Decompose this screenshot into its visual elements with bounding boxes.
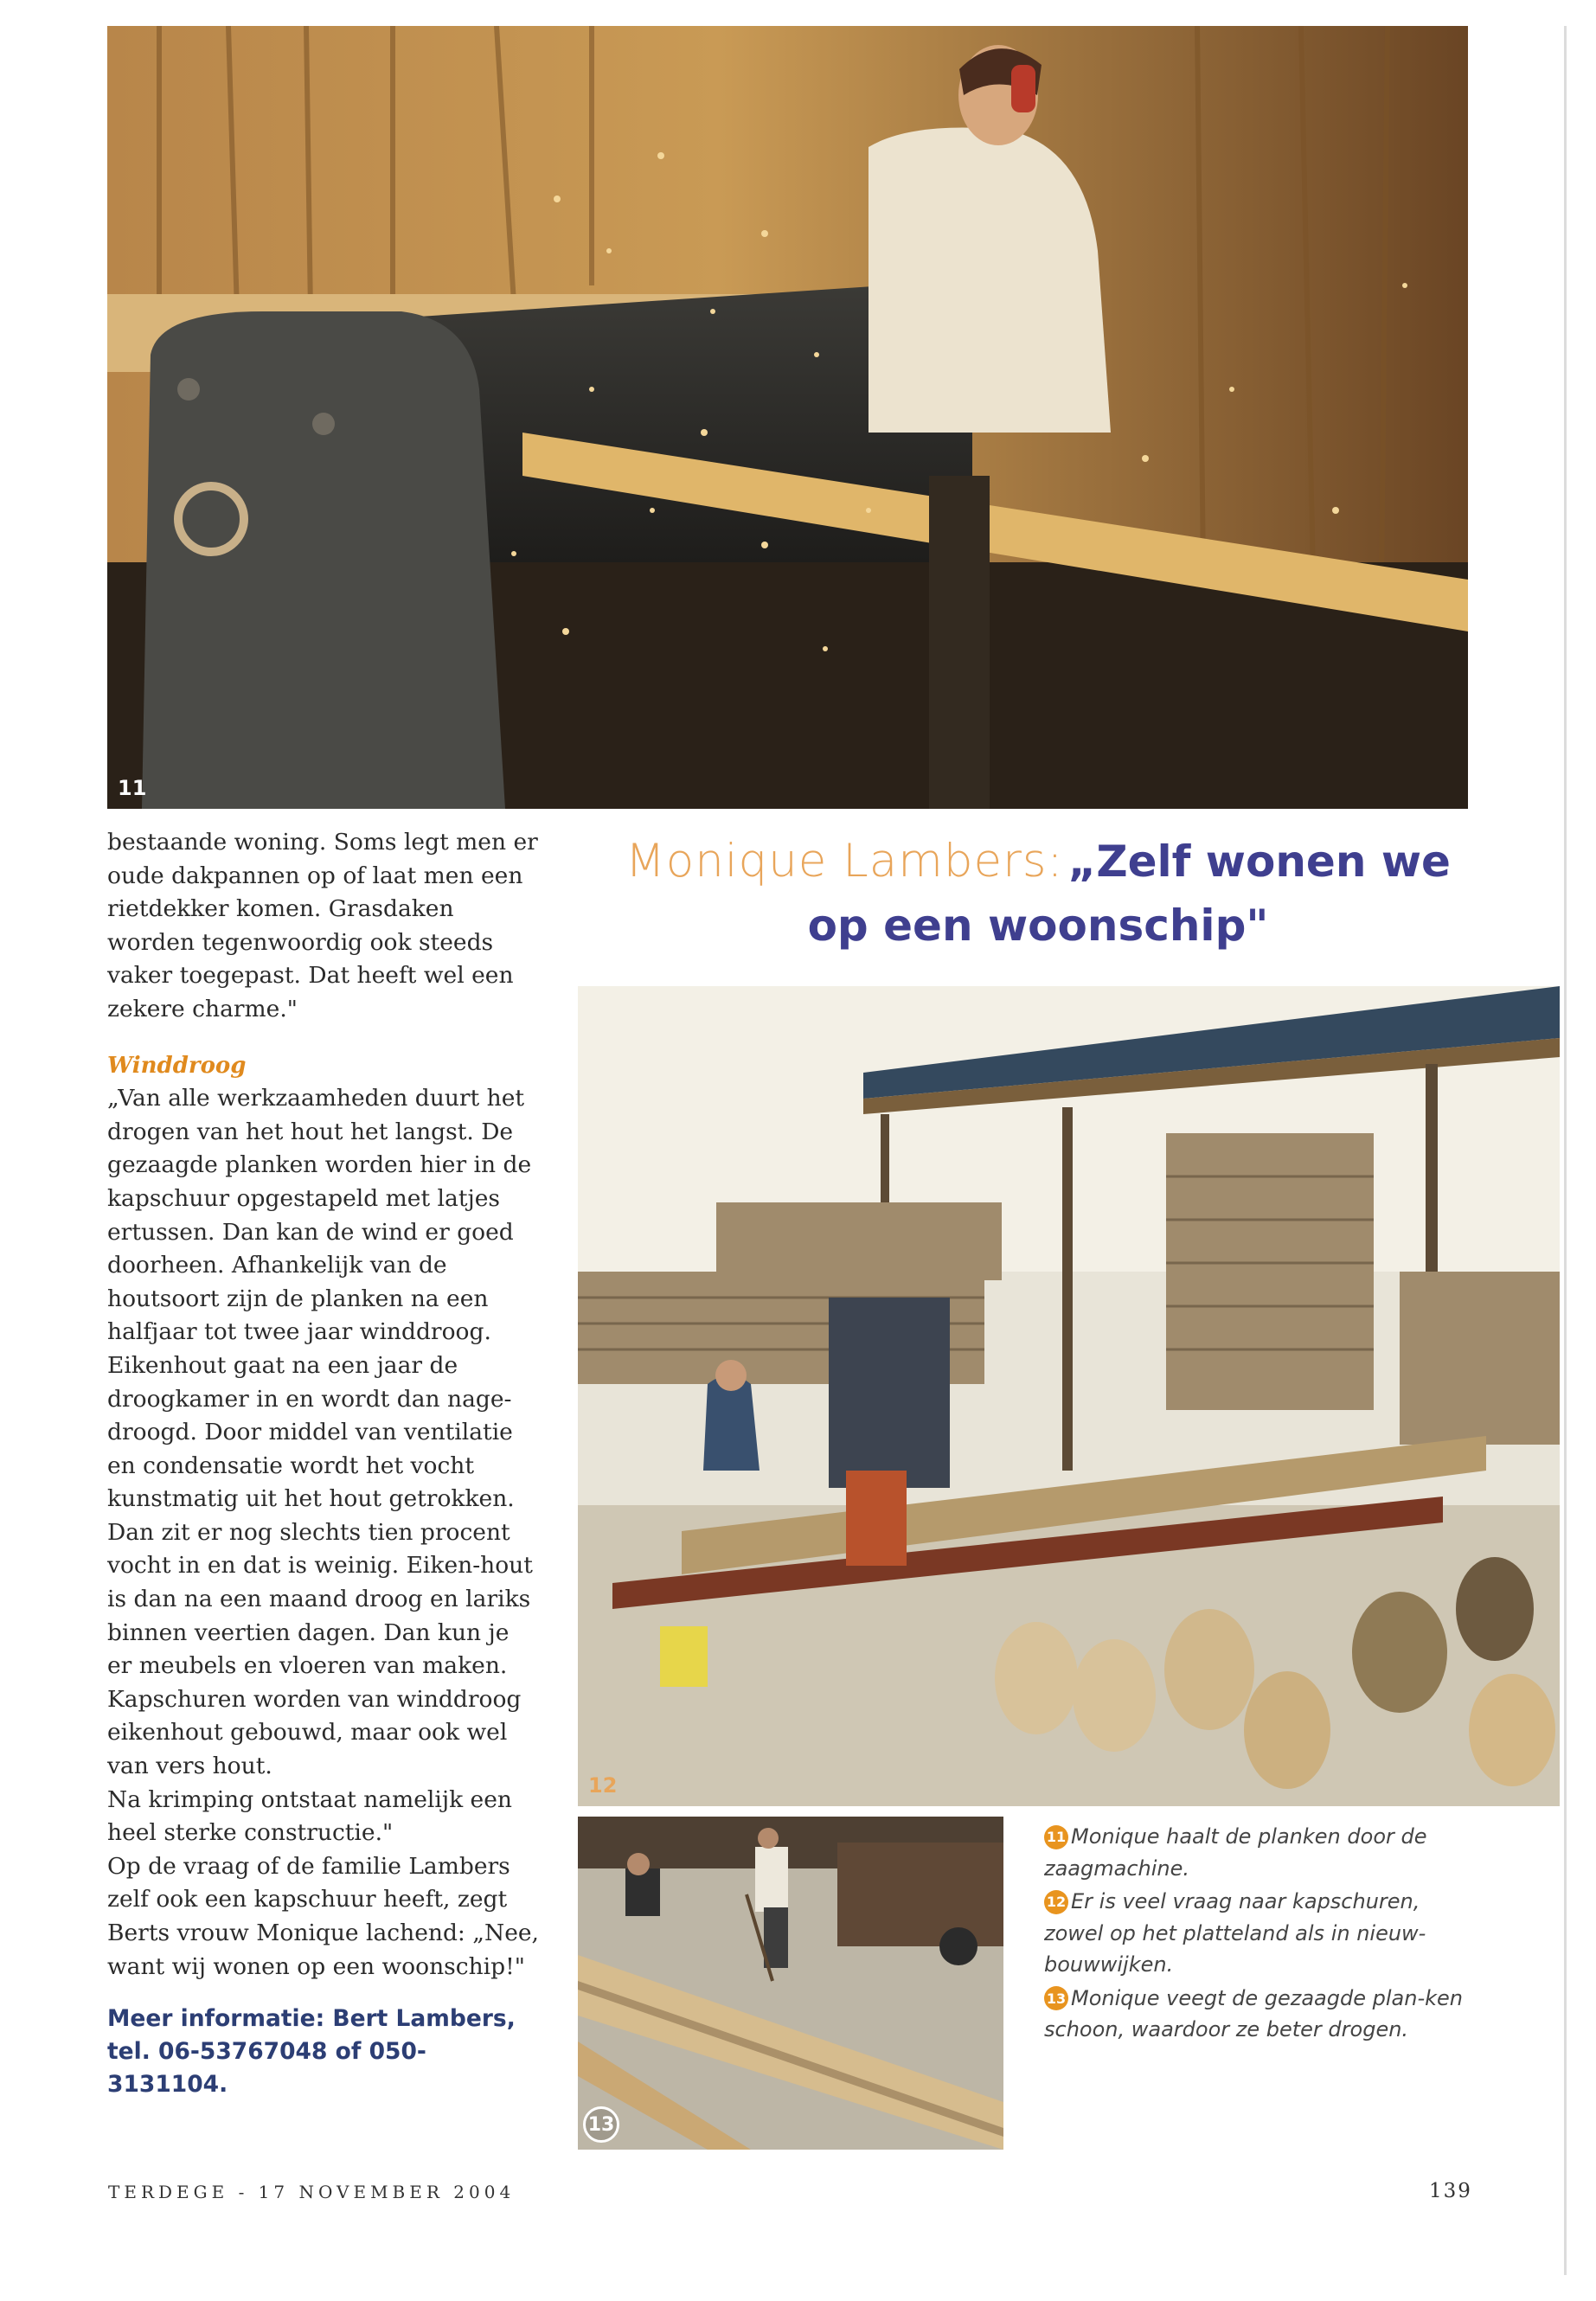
headline-name: Monique Lambers: [625,835,1064,888]
headline-quote-part1: „Zelf wonen we [1067,836,1451,887]
page-number: 139 [1429,2180,1472,2202]
caption-number-icon: 13 [1044,1986,1068,2010]
paragraph-construction: Na krimping ontstaat namelijk een heel sterke constructie." [107,1785,512,1847]
headline [606,835,1471,951]
caption-number-icon: 12 [1044,1890,1068,1914]
caption-text: Monique veegt de gezaagde plan-ken schoon, waardoor ze beter drogen. [1044,1985,1463,2041]
caption-13 [1044,1983,1477,2046]
photo-number: 11 [118,776,147,800]
article-left-column [107,826,540,2101]
caption-11 [1044,1821,1477,1884]
caption-12 [1044,1886,1477,1981]
paragraph-main: „Van alle werkzaamheden duurt het drogen van het hout het langst. De gezaagde planken worden hier in de kapschuur opgestapeld met latjes ertussen. Dan kan de wind er goed doorheen. Afhankelijk van de houtsoort zijn de planken na een halfjaar tot twee jaar winddroog. Eikenhout gaat na een jaar de droogkamer in en wordt dan nage-droogd. Door middel van ventilatie en condensatie wordt het vocht kunstmatig uit het hout getrokken. Dan zit er nog slechts tien procent vocht in en dat is weinig. Eiken-hout is dan na een maand droog en lariks binnen veertien dagen. Dan kun je er meubels en vloeren van maken. Kapschuren worden van winddroog eikenhout gebouwd, maar ook wel van vers hout. [107,1085,533,1780]
page-edge [1564,26,1567,2275]
paragraph-intro: bestaande woning. Soms legt men er oude dakpannen op of laat men een rietdekker komen. Grasdaken worden tegenwoordig ook steeds vaker toegepast. Dat heeft wel een zekere charme." [107,829,538,1022]
subheading-winddroog: Winddroog [107,1052,247,1079]
photo-sawmill-worker [107,26,1468,809]
footer-publication: TERDEGE - 17 NOVEMBER 2004 [108,2182,516,2202]
contact-info: Meer informatie: Bert Lambers, tel. 06-53767048 of 050-3131104. [107,2005,516,2099]
caption-text: Er is veel vraag naar kapschuren, zowel op het platteland als in nieuw-bouwwijken. [1044,1889,1426,1977]
paragraph-question: Op de vraag of de familie Lambers zelf ook een kapschuur heeft, zegt Berts vrouw Monique lachend: „Nee, want wij wonen op een woonschip!" [107,1852,539,1980]
caption-number-icon: 11 [1044,1825,1068,1849]
photo-captions [1044,1821,1477,2048]
headline-quote-part2: op een woonschip" [807,901,1269,951]
photo-number: 13 [583,2106,619,2143]
photo-number: 12 [588,1773,618,1798]
photo-sweeping-planks [578,1817,1003,2150]
caption-text: Monique haalt de planken door de zaagmachine. [1044,1824,1427,1881]
photo-wood-yard [578,986,1560,1806]
